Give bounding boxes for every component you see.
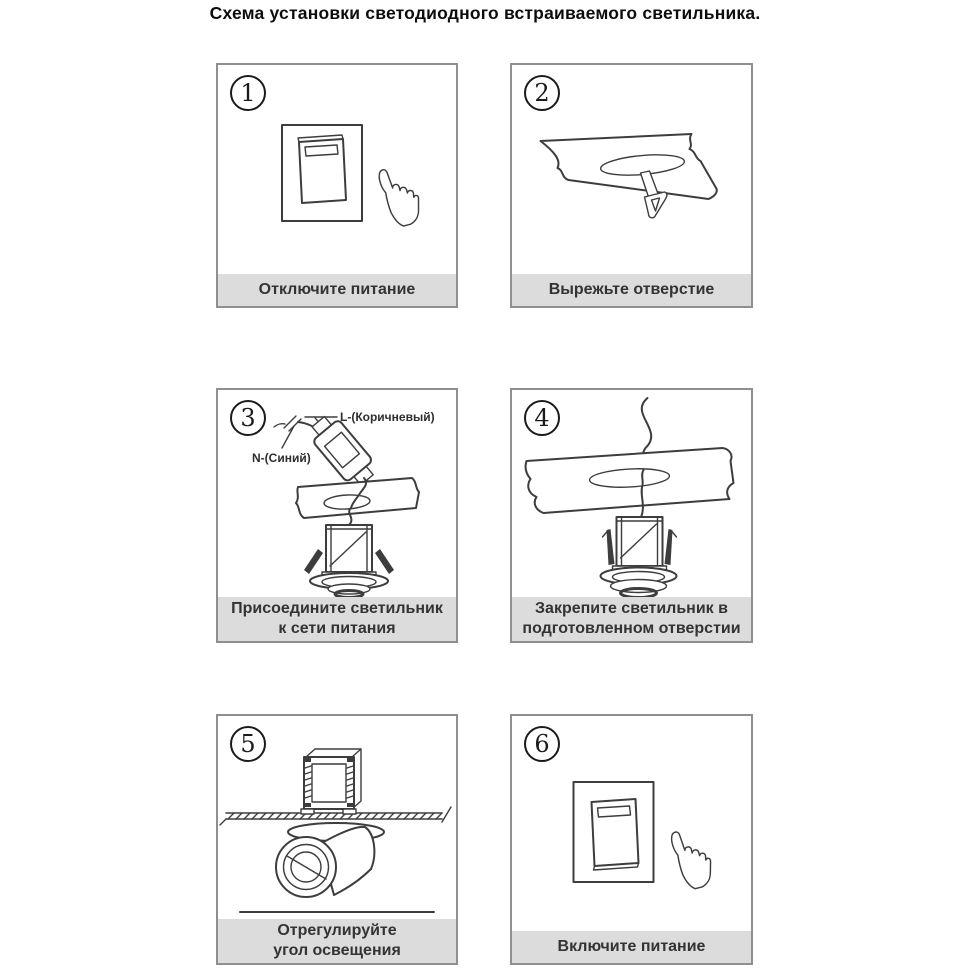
ceiling-sheet-icon xyxy=(526,448,734,513)
step-caption xyxy=(512,274,751,306)
mounting-frame-icon xyxy=(301,749,361,814)
downlight-fixture-icon xyxy=(601,517,677,598)
step-number-badge: 2 xyxy=(524,75,560,111)
caption-line: Вырежьте отверстие xyxy=(548,280,715,298)
light-switch-icon xyxy=(282,125,362,221)
ceiling-sheet-icon xyxy=(541,134,717,199)
caption-line: Закрепите светильник в xyxy=(535,599,728,617)
caption-line: к сети питания xyxy=(278,620,396,637)
pointing-hand-icon xyxy=(377,163,424,229)
caption-line: подготовленном отверстии xyxy=(522,620,741,637)
step-panel-6 xyxy=(510,714,753,965)
caption-line: Включите питание xyxy=(557,937,706,955)
step-number-badge: 3 xyxy=(230,400,266,436)
step-panel-2 xyxy=(510,63,753,308)
caption-line: Отрегулируйте xyxy=(277,921,397,939)
step-number-badge: 4 xyxy=(524,400,560,436)
step-caption xyxy=(512,597,751,641)
wire-label-neutral: N-(Синий) xyxy=(252,451,311,465)
neutral-label-leader-line xyxy=(282,426,294,448)
downlight-fixture-icon xyxy=(304,525,394,598)
light-switch-icon xyxy=(574,782,654,882)
gimbal-lamp-head-icon xyxy=(276,823,384,897)
caption-line: Присоедините светильник xyxy=(231,599,443,617)
step-number-badge: 5 xyxy=(230,726,266,762)
step-caption xyxy=(218,597,456,641)
step-panel-5 xyxy=(216,714,458,965)
step-caption xyxy=(218,274,456,306)
step-caption xyxy=(512,931,751,963)
step-panel-1 xyxy=(216,63,458,308)
page-title: Схема установки светодиодного встраиваемого светильника. xyxy=(209,3,761,23)
step-caption xyxy=(218,919,456,963)
wire-label-live: L-(Коричневый) xyxy=(340,410,435,424)
step-panel-3 xyxy=(216,388,458,643)
caption-line: угол освещения xyxy=(273,942,401,959)
step-number-badge: 6 xyxy=(524,726,560,762)
pointing-hand-icon xyxy=(670,826,716,892)
step-number-badge: 1 xyxy=(230,75,266,111)
step-panel-4 xyxy=(510,388,753,643)
caption-line: Отключите питание xyxy=(258,280,416,298)
